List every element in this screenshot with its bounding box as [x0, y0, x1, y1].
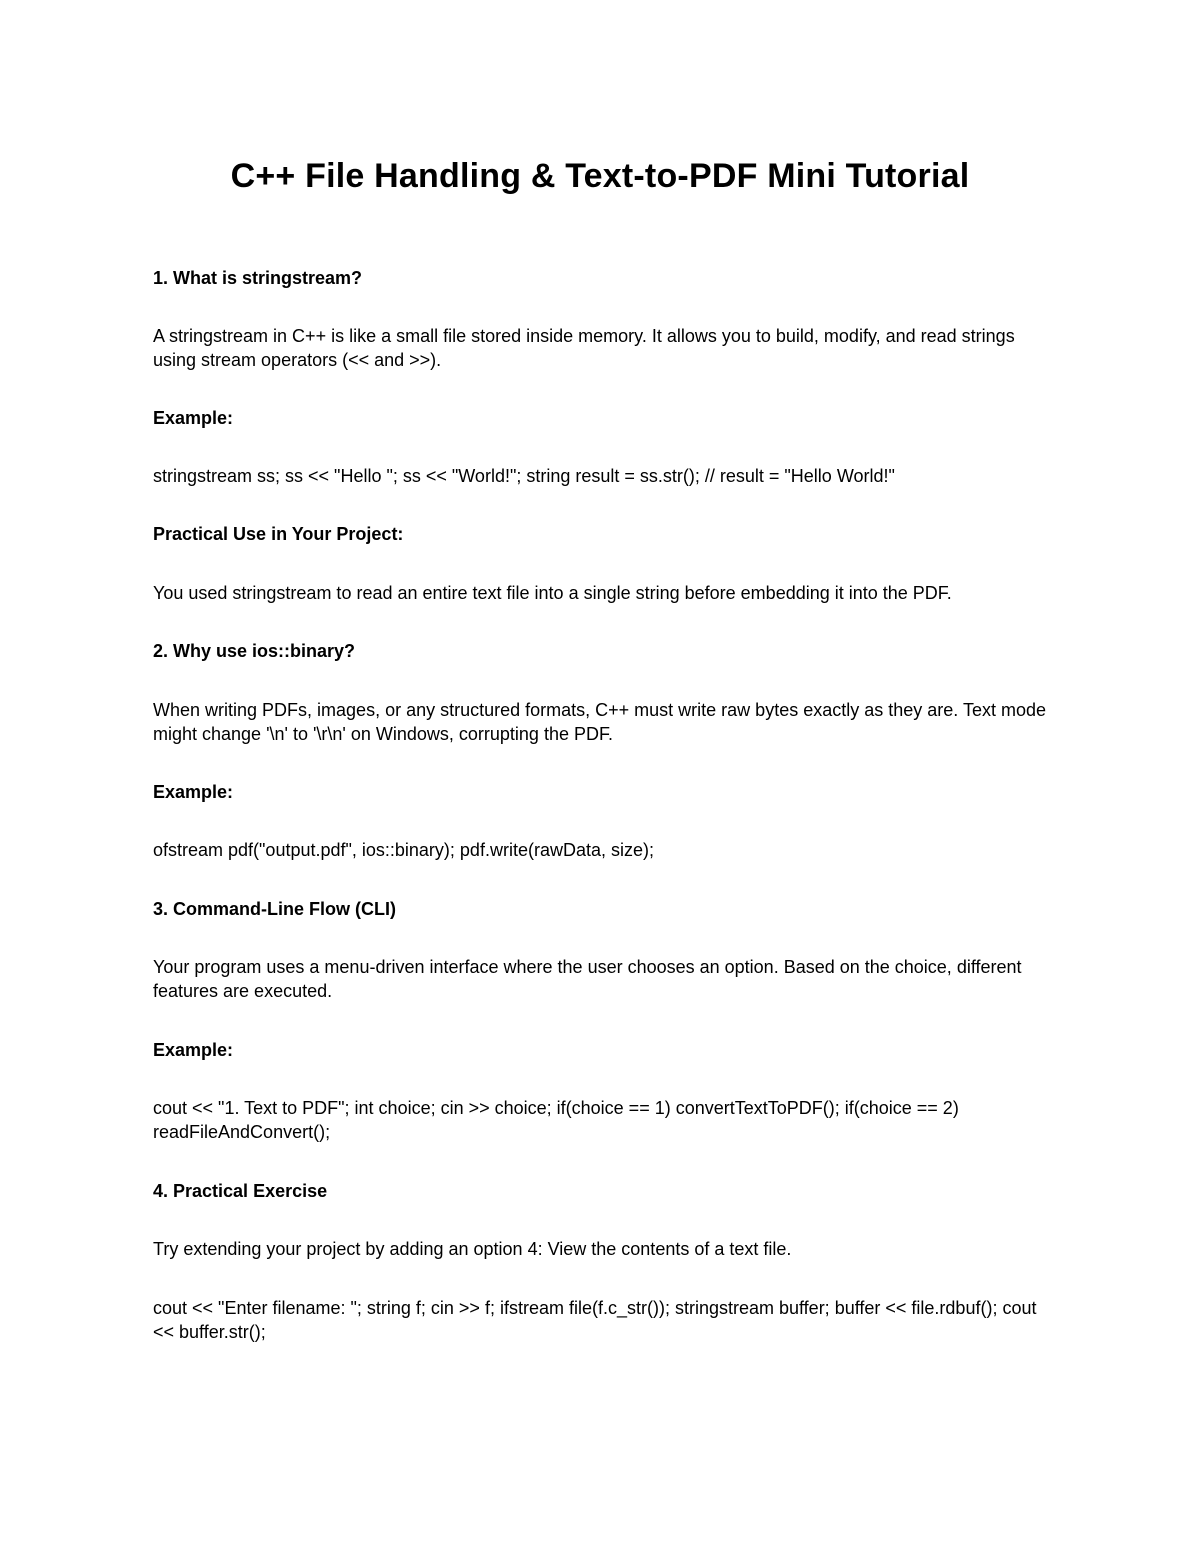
section-paragraph: Your program uses a menu-driven interface where the user chooses an option. Based on the choice, different features are executed.	[153, 957, 1022, 1001]
section-heading: 4. Practical Exercise	[153, 1181, 328, 1201]
section-paragraph: A stringstream in C++ is like a small file stored inside memory. It allows you to build, modify, and read strings using stream operators (<< and >>).	[153, 326, 1015, 370]
code-example: ofstream pdf("output.pdf", ios::binary); pdf.write(rawData, size);	[153, 840, 654, 860]
code-example: cout << "Enter filename: "; string f; cin >> f; ifstream file(f.c_str()); stringstream buffer; buffer << file.rdbuf(); cout << buffer.str();	[153, 1298, 1037, 1342]
section-heading: 1. What is stringstream?	[153, 268, 363, 288]
example-label: Example:	[153, 1040, 234, 1060]
code-example: cout << "1. Text to PDF"; int choice; cin >> choice; if(choice == 1) convertTextToPDF(); if(choice == 2) readFileAndConvert();	[153, 1098, 959, 1142]
section-heading: 2. Why use ios::binary?	[153, 641, 356, 661]
example-label: Example:	[153, 408, 234, 428]
section-heading: 3. Command-Line Flow (CLI)	[153, 899, 396, 919]
document-body	[153, 266, 1053, 1344]
practical-use-label: Practical Use in Your Project:	[153, 524, 404, 544]
page-title: C++ File Handling & Text-to-PDF Mini Tutorial	[230, 157, 970, 195]
example-label: Example:	[153, 782, 234, 802]
section-paragraph: Try extending your project by adding an option 4: View the contents of a text file.	[153, 1239, 792, 1259]
code-example: stringstream ss; ss << "Hello "; ss << "World!"; string result = ss.str(); // result = "Hello World!"	[153, 466, 895, 486]
section-paragraph: You used stringstream to read an entire text file into a single string before embedding it into the PDF.	[153, 583, 952, 603]
section-paragraph: When writing PDFs, images, or any structured formats, C++ must write raw bytes exactly as they are. Text mode might change '\n' to '\r\n' on Windows, corrupting the PDF.	[153, 700, 1046, 744]
